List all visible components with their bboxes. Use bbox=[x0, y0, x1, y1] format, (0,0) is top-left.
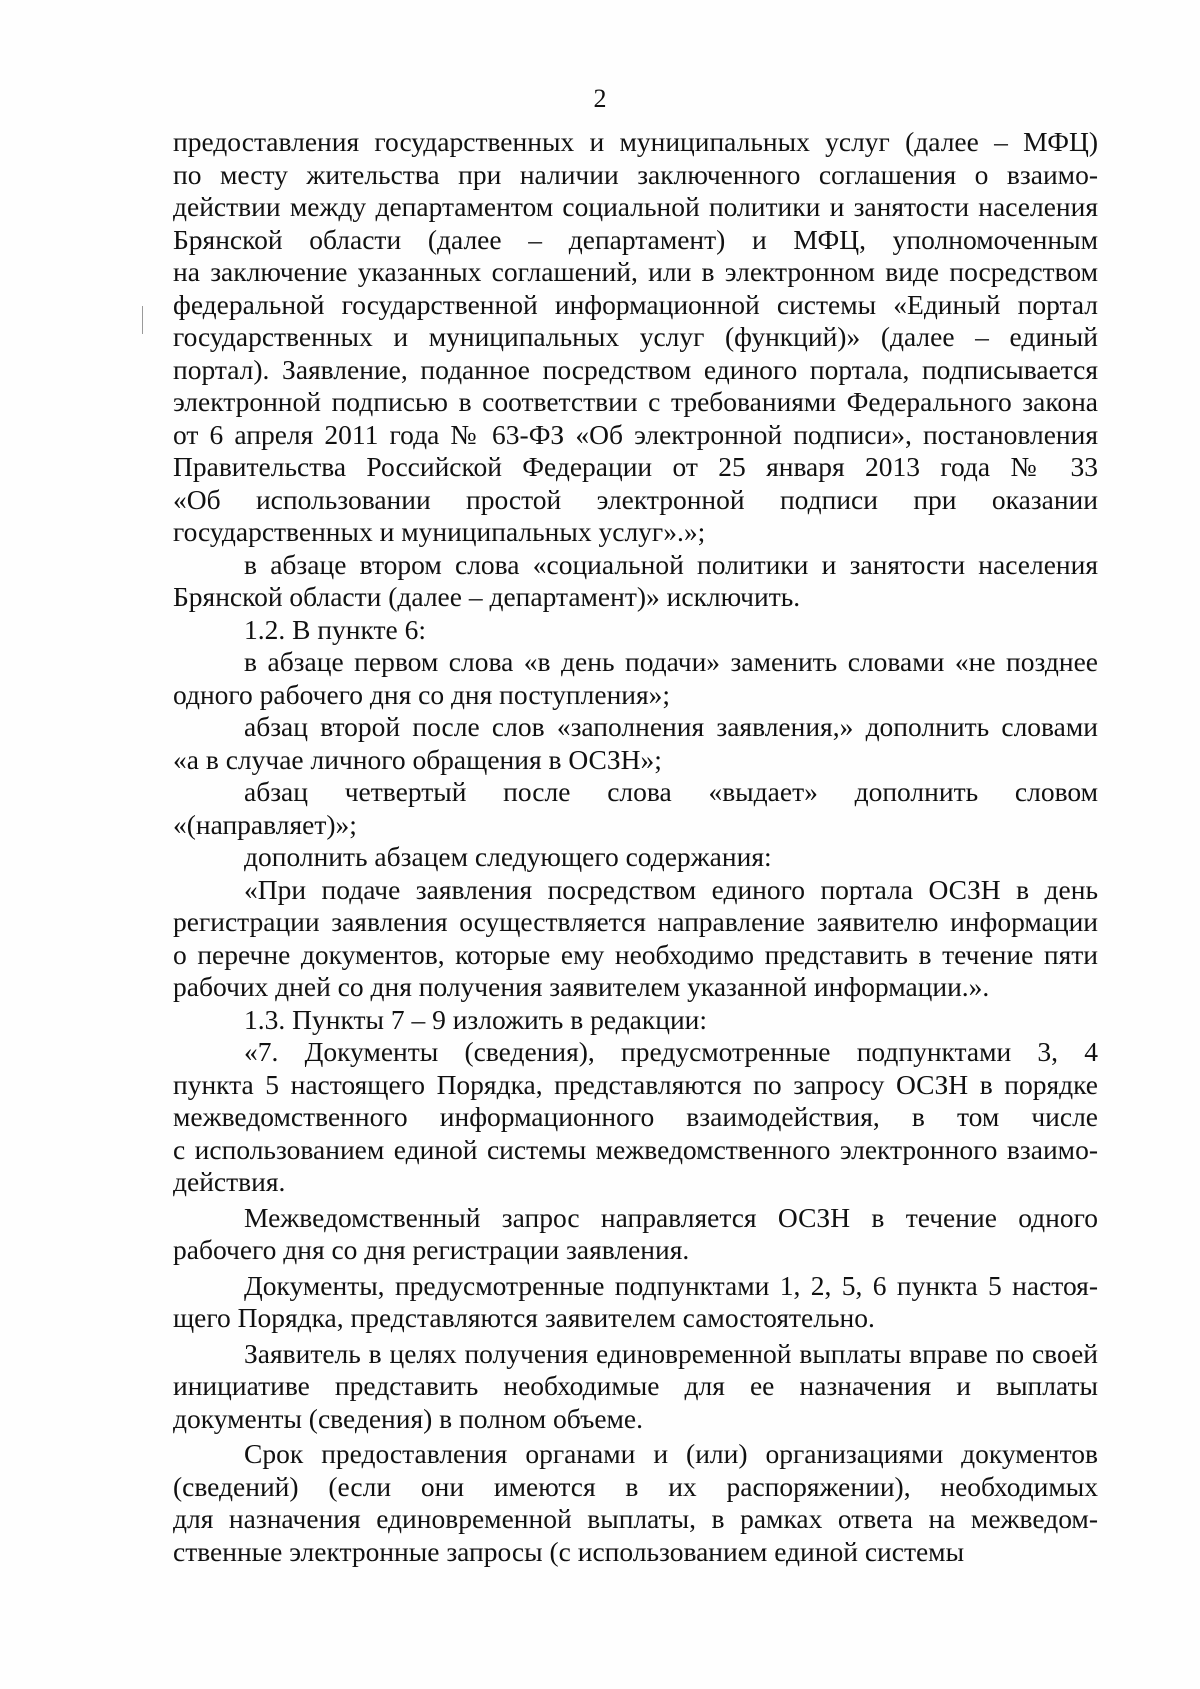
text-line: портал). Заявление, поданное посредством единого портала, подписывается bbox=[173, 353, 1098, 385]
text-line: инициативе представить необходимые для ее назначения и выплаты bbox=[173, 1370, 1098, 1401]
text-line: рабочего дня со дня регистрации заявления. bbox=[173, 1234, 690, 1265]
paragraph bbox=[173, 646, 1098, 711]
paragraph bbox=[173, 549, 1098, 614]
text-line: государственных и муниципальных услуг (функций)» (далее – единый bbox=[173, 321, 1098, 352]
paragraph bbox=[173, 711, 1098, 776]
paragraph bbox=[173, 126, 1098, 549]
document-body bbox=[173, 126, 1098, 1568]
text-line: регистрации заявления осуществляется направление заявителю информации bbox=[173, 906, 1098, 937]
text-line: одного рабочего дня со дня поступления»; bbox=[173, 678, 671, 710]
text-line: в абзаце первом слова «в день подачи» заменить словами «не позднее bbox=[244, 646, 1098, 677]
paragraph bbox=[173, 1438, 1098, 1568]
text-line: 1.3. Пункты 7 – 9 изложить в редакции: bbox=[244, 1003, 708, 1035]
text-line: государственных и муниципальных услуг».»; bbox=[173, 516, 706, 547]
text-line: действии между департаментом социальной политики и занятости населения bbox=[173, 191, 1098, 222]
paragraph bbox=[173, 1036, 1098, 1199]
text-line: «Об использовании простой электронной подписи при оказании bbox=[173, 483, 1098, 515]
text-line: по месту жительства при наличии заключенного соглашения о взаимо- bbox=[173, 158, 1098, 190]
text-line: «При подаче заявления посредством единого портала ОСЗН в день bbox=[244, 873, 1098, 905]
text-line: электронной подписью в соответствии с требованиями Федерального закона bbox=[173, 386, 1098, 417]
text-line: от 6 апреля 2011 года № 63-ФЗ «Об электронной подписи», постановления bbox=[173, 418, 1098, 450]
text-line: действия. bbox=[173, 1166, 286, 1197]
paragraph bbox=[173, 1270, 1098, 1335]
paragraph bbox=[173, 841, 1098, 874]
text-line: документы (сведения) в полном объеме. bbox=[173, 1402, 644, 1434]
text-line: Брянской области (далее – департамент) и МФЦ, уполномоченным bbox=[173, 223, 1098, 255]
text-line: о перечне документов, которые ему необходимо представить в течение пяти bbox=[173, 938, 1098, 970]
text-line: в абзаце втором слова «социальной политики и занятости населения bbox=[244, 548, 1098, 580]
paragraph bbox=[173, 614, 1098, 647]
text-line: на заключение указанных соглашений, или в электронном виде посредством bbox=[173, 256, 1098, 287]
text-line: Документы, предусмотренные подпунктами 1, 2, 5, 6 пункта 5 настоя- bbox=[244, 1269, 1098, 1301]
text-line: федеральной государственной информационной системы «Единый портал bbox=[173, 288, 1098, 320]
text-line: абзац четвертый после слова «выдает» дополнить словом bbox=[244, 776, 1098, 807]
text-line: «а в случае личного обращения в ОСЗН»; bbox=[173, 743, 662, 775]
paragraph bbox=[173, 1202, 1098, 1267]
text-line: Межведомственный запрос направляется ОСЗН в течение одного bbox=[244, 1201, 1098, 1233]
text-line: абзац второй после слов «заполнения заявления,» дополнить словами bbox=[244, 711, 1098, 742]
paragraph bbox=[173, 874, 1098, 1004]
text-line: (сведений) (если они имеются в их распоряжении), необходимых bbox=[173, 1470, 1098, 1502]
text-line: Брянской области (далее – департамент)» исключить. bbox=[173, 581, 801, 612]
paragraph bbox=[173, 1004, 1098, 1037]
text-line: с использованием единой системы межведомственного электронного взаимо- bbox=[173, 1133, 1098, 1165]
text-line: ственные электронные запросы (с использованием единой системы bbox=[173, 1535, 965, 1567]
paragraph bbox=[173, 776, 1098, 841]
text-line: 1.2. В пункте 6: bbox=[244, 613, 427, 645]
text-line: пункта 5 настоящего Порядка, представляются по запросу ОСЗН в порядке bbox=[173, 1068, 1098, 1100]
page-number: 2 bbox=[593, 84, 607, 113]
text-line: межведомственного информационного взаимодействия, в том числе bbox=[173, 1101, 1098, 1132]
text-line: для назначения единовременной выплаты, в рамках ответа на межведом- bbox=[173, 1503, 1098, 1534]
paragraph bbox=[173, 1338, 1098, 1436]
scan-artifact bbox=[142, 306, 143, 334]
text-line: предоставления государственных и муниципальных услуг (далее – МФЦ) bbox=[173, 126, 1098, 157]
text-line: рабочих дней со дня получения заявителем указанной информации.». bbox=[173, 971, 990, 1002]
text-line: Срок предоставления органами и (или) организациями документов bbox=[244, 1438, 1098, 1469]
text-line: Правительства Российской Федерации от 25 января 2013 года № 33 bbox=[173, 451, 1098, 482]
text-line: «7. Документы (сведения), предусмотренные подпунктами 3, 4 bbox=[244, 1036, 1098, 1067]
text-line: щего Порядка, представляются заявителем самостоятельно. bbox=[173, 1302, 875, 1333]
text-line: Заявитель в целях получения единовременной выплаты вправе по своей bbox=[244, 1337, 1098, 1369]
text-line: дополнить абзацем следующего содержания: bbox=[244, 841, 772, 872]
text-line: «(направляет)»; bbox=[173, 808, 357, 840]
